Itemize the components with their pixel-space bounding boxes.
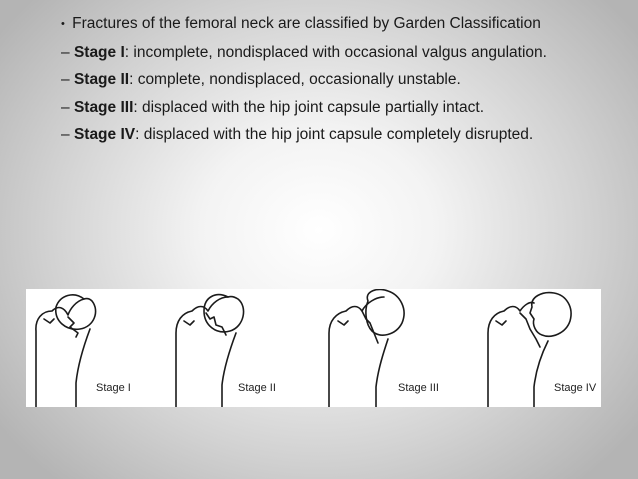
dash-marker: –	[61, 98, 70, 116]
stage-item-1	[61, 43, 621, 63]
stage-term: Stage III	[73, 98, 134, 116]
stage-item-4	[61, 125, 621, 145]
stage-label-1: Stage I	[96, 382, 131, 394]
stage-term: Stage II	[73, 71, 130, 88]
stage-label-4: Stage IV	[554, 382, 597, 394]
intro-bullet	[61, 14, 621, 35]
garden-classification-figure	[26, 289, 601, 407]
stage-description: : complete, nondisplaced, occasionally unstable.	[129, 71, 461, 88]
stage-description: : incomplete, nondisplaced with occasional valgus angulation.	[124, 43, 547, 61]
femur-stage-2	[176, 295, 244, 407]
slide-text-block	[61, 14, 621, 145]
bullet-marker: •	[61, 18, 65, 30]
stage-description: : displaced with the hip joint capsule partially intact.	[133, 98, 485, 116]
stage-term: Stage IV	[73, 126, 136, 143]
stage-item-3	[61, 98, 621, 118]
stage-term: Stage I	[73, 43, 125, 61]
stage-description: : displaced with the hip joint capsule completely disrupted.	[135, 126, 534, 143]
dash-marker: –	[61, 43, 70, 61]
femur-stage-1	[36, 295, 96, 407]
intro-text: Fractures of the femoral neck are classified by Garden Classification	[72, 15, 541, 32]
stage-label-3: Stage III	[398, 382, 439, 394]
dash-marker: –	[61, 71, 70, 88]
stage-item-2	[61, 70, 621, 90]
stage-label-2: Stage II	[238, 382, 276, 394]
femur-diagram	[26, 289, 601, 407]
dash-marker: –	[61, 126, 70, 143]
femur-stage-3	[329, 289, 404, 407]
